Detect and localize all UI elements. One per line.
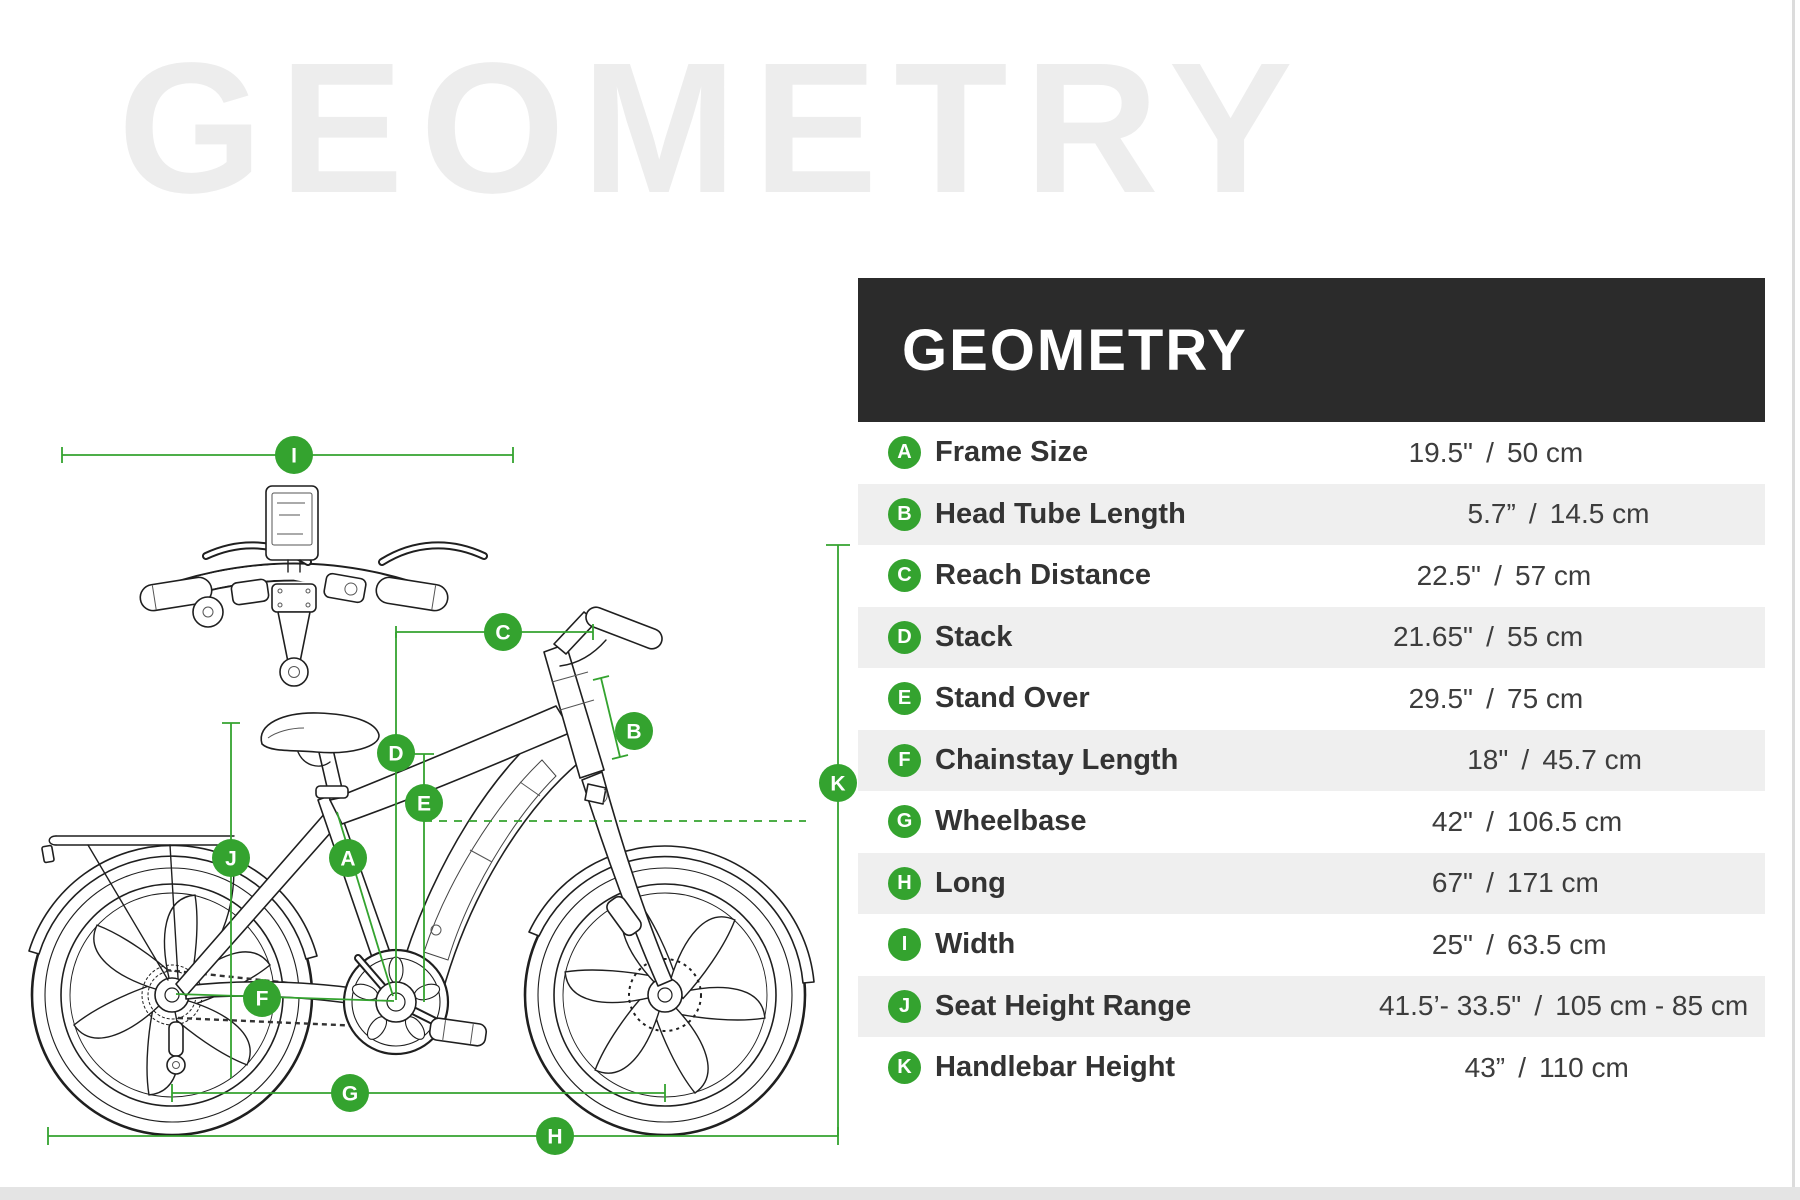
marker-e-letter: E	[416, 792, 432, 816]
row-value	[1186, 498, 1800, 530]
row-badge: A	[888, 436, 921, 469]
row-value	[1143, 621, 1765, 653]
row-label: Chainstay Length	[935, 743, 1179, 776]
marker-g-letter: G	[341, 1082, 359, 1106]
table-row-reach-distance	[858, 545, 1765, 607]
value-separator: /	[1486, 621, 1494, 653]
image-bottom-strip	[0, 1187, 1800, 1200]
row-badge: H	[888, 867, 921, 900]
marker-j	[212, 839, 250, 877]
seat-clamp	[316, 786, 348, 798]
row-value	[1143, 437, 1765, 469]
geometry-spec-panel	[858, 278, 1765, 1099]
row-value	[1175, 1052, 1797, 1084]
row-label: Long	[935, 866, 1006, 899]
row-badge: B	[888, 498, 921, 531]
fork	[582, 772, 672, 986]
row-value	[1191, 990, 1800, 1022]
value-separator: /	[1521, 744, 1530, 776]
marker-d-letter: D	[388, 742, 404, 766]
bell	[193, 597, 223, 627]
marker-a	[329, 839, 367, 877]
value-separator: /	[1486, 805, 1494, 837]
value-cm: 110 cm	[1539, 1051, 1629, 1083]
value-cm: 55 cm	[1507, 621, 1584, 653]
value-cm: 45.7 cm	[1542, 744, 1642, 776]
marker-g	[331, 1074, 369, 1112]
stem	[278, 612, 310, 662]
row-badge: F	[888, 744, 921, 777]
row-label: Width	[935, 928, 1016, 961]
value-separator: /	[1486, 436, 1494, 468]
table-row-handlebar-height	[858, 1037, 1765, 1099]
row-label: Frame Size	[935, 436, 1089, 469]
value-inches: 29.5"	[1408, 682, 1473, 714]
value-inches: 41.5’- 33.5"	[1378, 990, 1522, 1022]
row-value	[1143, 867, 1765, 899]
value-cm: 14.5 cm	[1549, 498, 1650, 530]
marker-h	[536, 1117, 574, 1155]
handlebar-top-view	[138, 486, 484, 686]
right-grip	[374, 576, 449, 613]
marker-c-letter: C	[495, 621, 511, 645]
table-row-chainstay-length	[858, 730, 1765, 792]
value-inches: 67"	[1431, 867, 1473, 899]
row-label: Seat Height Range	[935, 989, 1192, 1022]
value-separator: /	[1518, 1051, 1526, 1083]
value-cm: 106.5 cm	[1507, 805, 1623, 837]
row-badge: K	[888, 1051, 921, 1084]
background-watermark: GEOMETRY	[118, 25, 1310, 232]
marker-c	[484, 613, 522, 651]
marker-f-letter: F	[255, 987, 269, 1011]
row-value	[1178, 744, 1800, 776]
marker-i-letter: I	[291, 444, 297, 468]
value-separator: /	[1528, 498, 1537, 530]
row-badge: C	[888, 559, 921, 592]
left-shifter-pod	[231, 579, 270, 606]
marker-b-letter: B	[626, 720, 642, 744]
rear-derailleur	[167, 1022, 185, 1074]
pedal	[429, 1017, 488, 1047]
table-row-stack	[858, 607, 1765, 669]
row-badge: G	[888, 805, 921, 838]
value-inches: 43”	[1464, 1051, 1506, 1083]
value-cm: 50 cm	[1507, 436, 1584, 468]
table-row-width	[858, 914, 1765, 976]
row-value	[1143, 806, 1765, 838]
table-row-stand-over	[858, 668, 1765, 730]
table-row-long	[858, 853, 1765, 915]
table-row-wheelbase	[858, 791, 1765, 853]
value-separator: /	[1494, 559, 1502, 591]
value-separator: /	[1486, 682, 1494, 714]
value-cm: 171 cm	[1507, 867, 1599, 899]
marker-b	[615, 712, 653, 750]
marker-f	[243, 979, 281, 1017]
marker-a-letter: A	[340, 847, 356, 871]
row-label: Reach Distance	[935, 559, 1151, 592]
value-inches: 19.5"	[1408, 436, 1473, 468]
marker-j-letter: J	[225, 847, 237, 871]
image-right-border	[1792, 0, 1795, 1200]
panel-title: GEOMETRY	[902, 317, 1248, 383]
steerer-cap	[280, 658, 308, 686]
table-row-seat-height-range	[858, 976, 1765, 1038]
value-inches: 18"	[1467, 744, 1509, 776]
value-separator: /	[1486, 867, 1494, 899]
grip-side	[583, 604, 665, 651]
value-inches: 21.65"	[1392, 621, 1473, 653]
row-value	[1151, 560, 1773, 592]
bike-geometry-diagram	[0, 430, 860, 1170]
row-label: Wheelbase	[935, 805, 1087, 838]
row-label: Stand Over	[935, 682, 1090, 715]
marker-i	[275, 436, 313, 474]
crankset	[344, 950, 487, 1054]
front-light	[585, 784, 607, 804]
row-badge: I	[888, 928, 921, 961]
value-inches: 25"	[1431, 928, 1473, 960]
marker-k-letter: K	[830, 772, 846, 796]
marker-d	[377, 734, 415, 772]
row-badge: J	[888, 990, 921, 1023]
value-cm: 57 cm	[1515, 559, 1592, 591]
display-screen	[266, 486, 318, 572]
bike-side-view	[29, 604, 814, 1135]
marker-h-letter: H	[547, 1125, 563, 1149]
value-cm: 75 cm	[1507, 682, 1584, 714]
value-cm: 105 cm - 85 cm	[1555, 990, 1749, 1022]
table-row-frame-size	[858, 422, 1765, 484]
value-inches: 22.5"	[1416, 559, 1481, 591]
stem-clamp	[272, 584, 316, 612]
spec-table	[858, 422, 1765, 1099]
marker-k	[819, 764, 857, 802]
value-inches: 42"	[1431, 805, 1473, 837]
row-label: Handlebar Height	[935, 1051, 1176, 1084]
panel-header	[858, 278, 1765, 422]
row-label: Head Tube Length	[935, 497, 1186, 530]
value-separator: /	[1486, 928, 1494, 960]
value-inches: 5.7”	[1467, 498, 1516, 530]
row-value	[1143, 929, 1765, 961]
row-badge: D	[888, 621, 921, 654]
value-separator: /	[1534, 990, 1543, 1022]
value-cm: 63.5 cm	[1507, 928, 1607, 960]
row-value	[1143, 683, 1765, 715]
row-badge: E	[888, 682, 921, 715]
table-row-head-tube-length	[858, 484, 1765, 546]
row-label: Stack	[935, 620, 1013, 653]
marker-e	[405, 784, 443, 822]
